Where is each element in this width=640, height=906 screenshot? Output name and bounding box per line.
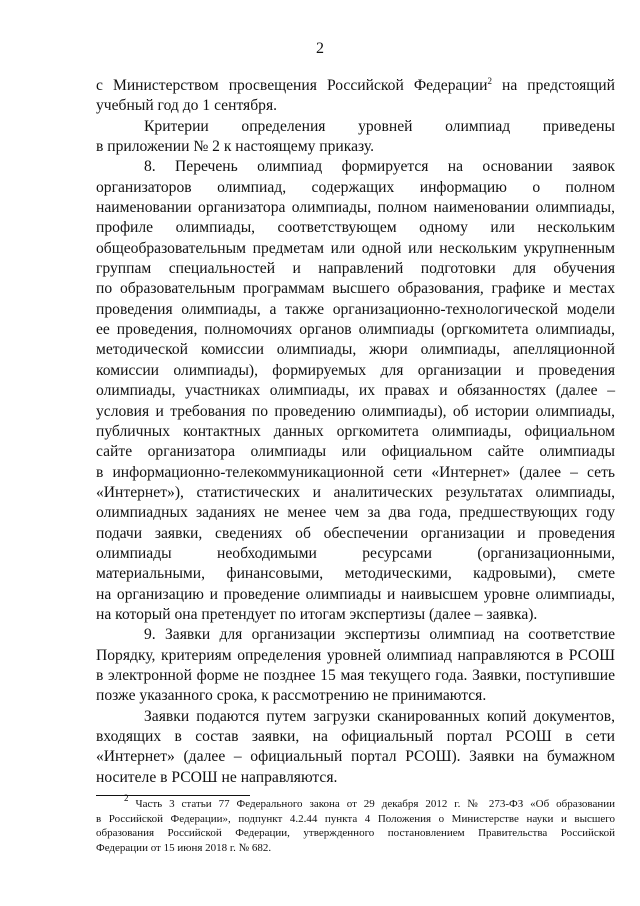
text-line [96,76,615,96]
text-line: сайте организатора олимпиады или официальном сайте олимпиады [96,443,615,461]
text-line: организаторов олимпиад, содержащих информацию о полном [96,178,615,196]
text-line: ее проведения, полномочиях органов олимпиады (оргкомитета олимпиады, [96,321,615,339]
text-line: олимпиады необходимыми ресурсами (организационными, [96,544,615,562]
text-line: группам специальностей и направлений подготовки для обучения [96,260,615,278]
text-line: подачи заявки, сведениях об обеспечении организации и проведения [96,524,615,542]
text-line: на организацию и проведение олимпиады и наивысшем уровне олимпиады, [96,585,615,603]
document-body [96,76,615,788]
text-segment: на предстоящий [491,77,615,94]
text-segment: с Министерством просвещения Российской Федерации [96,77,488,94]
text-line: олимпиады, участниках олимпиады, их правах и обязанностях (далее – [96,382,615,400]
text-line: входящих в состав заявки, на официальный портал РСОШ в сети [96,728,615,745]
footnote-line: в Российской Федерации», подпункт 4.2.44 пункта 4 Положения о Министерстве науки и высшего [96,812,615,825]
page-number: 2 [316,40,324,57]
text-line: 8. Перечень олимпиад формируется на основании заявок [144,158,615,176]
footnote-separator [96,795,250,796]
footnote-mark: 2 [124,793,129,803]
footnote-line: Федерации от 15 июня 2018 г. № 682. [96,841,272,854]
text-line: позже указанного срока, к рассмотрению не принимаются. [96,687,487,705]
text-line: по образовательным программам высшего образования, графике и местах [96,280,615,298]
text-line: Критерии определения уровней олимпиад приведены [144,117,615,135]
text-line: в информационно-телекоммуникационной сети «Интернет» (далее – сеть [96,463,615,481]
text-line: олимпиадных заданиях не менее чем за два года, предшествующих году [96,504,615,522]
footnote-reference: 2 [487,76,492,86]
text-line: учебный год до 1 сентября. [96,97,278,115]
text-line: 9. Заявки для организации экспертизы олимпиад на соответствие [144,626,615,644]
footnote [96,793,616,855]
text-line: материальными, финансовыми, методическими, кадровыми), смете [96,565,615,583]
text-line: общеобразовательным предметам или одной или нескольким укрупненным [96,239,615,257]
text-line: «Интернет»), статистических и аналитических результатах олимпиады, [96,483,615,501]
text-line: проведения олимпиады, а также организационно-технологической модели [96,300,615,318]
text-line: профиле олимпиады, соответствующем одному или нескольким [96,219,615,237]
text-line: публичных контактных данных оргкомитета олимпиады, официальном [96,422,615,440]
text-line: условия и требования по проведению олимпиады), об истории олимпиады, [96,402,615,420]
text-line: на который она претендует по итогам экспертизы (далее – заявка). [96,605,538,623]
text-line: Заявки подаются путем загрузки сканированных копий документов, [144,707,615,725]
text-line: носителе в РСОШ не направляются. [96,768,338,786]
text-line: методической комиссии олимпиады, жюри олимпиады, апелляционной [96,341,615,359]
footnote-text: Часть 3 статьи 77 Федерального закона от 29 декабря 2012 г. № 273-ФЗ «Об образовании [135,798,616,810]
footnote-line: образования Российской Федерации, утвержденного постановлением Правительства Российской [96,827,615,840]
footnote-line [96,793,616,812]
text-line: Порядку, критериям определения уровней олимпиад направляются в РСОШ [96,646,615,664]
text-line: комиссии олимпиады), формируемых для организации и проведения [96,361,615,379]
text-line: в электронной форме не позднее 15 мая текущего года. Заявки, поступившие [96,666,615,684]
text-line: «Интернет» (далее – официальный портал РСОШ). Заявки на бумажном [96,748,615,766]
text-line: в приложении № 2 к настоящему приказу. [96,138,374,156]
text-line: наименовании организатора олимпиады, полном наименовании олимпиады, [96,199,615,217]
